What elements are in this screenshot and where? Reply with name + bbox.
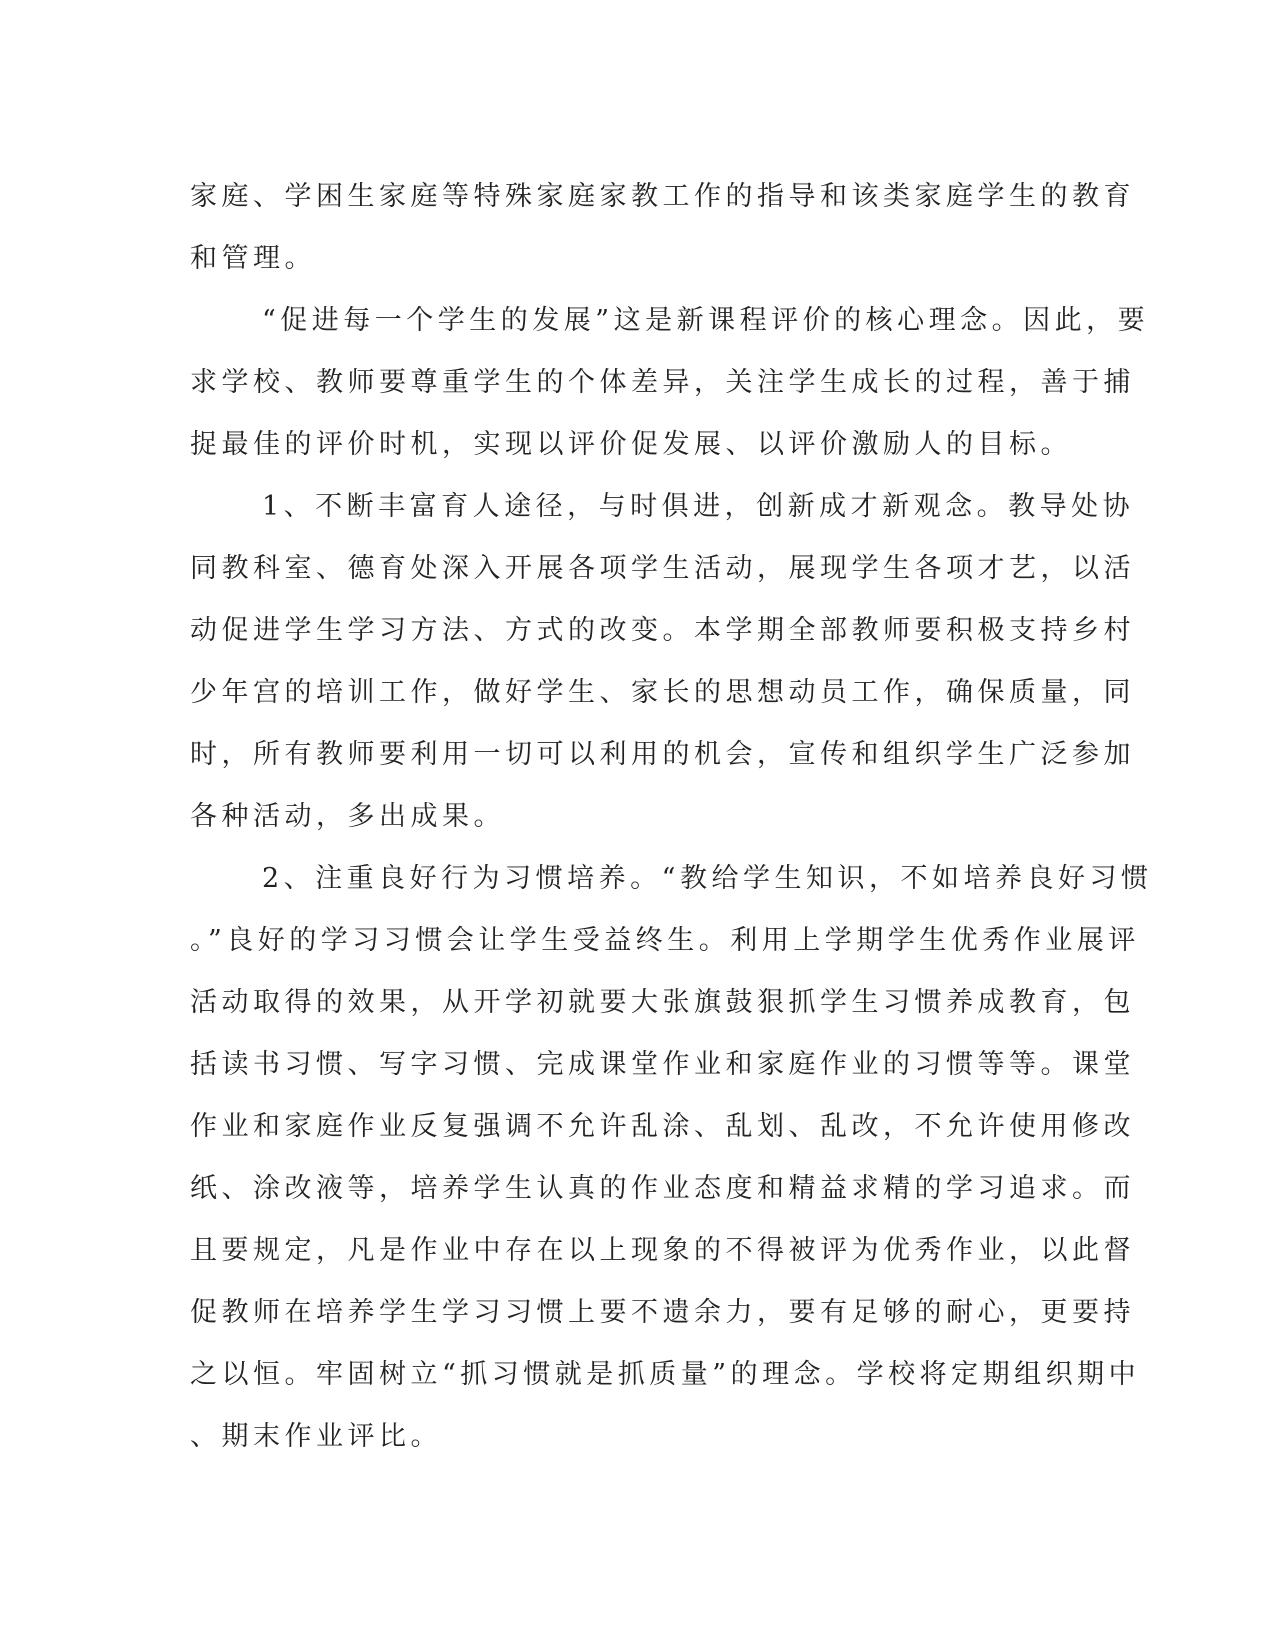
text-line: 时，所有教师要利用一切可以利用的机会，宣传和组织学生广泛参加 xyxy=(190,739,1135,770)
body-text xyxy=(190,166,1153,1468)
text-line: “促进每一个学生的发展”这是新课程评价的核心理念。因此，要 xyxy=(262,305,1150,336)
text-line: 同教科室、德育处深入开展各项学生活动，展现学生各项才艺，以活 xyxy=(190,553,1135,584)
text-line: 2、注重良好行为习惯培养。“教给学生知识，不如培养良好习惯 xyxy=(262,863,1153,894)
text-line: 作业和家庭作业反复强调不允许乱涂、乱划、乱改，不允许使用修改 xyxy=(190,1111,1135,1142)
text-line: 动促进学生学习方法、方式的改变。本学期全部教师要积极支持乡村 xyxy=(190,615,1135,646)
text-line: 、期末作业评比。 xyxy=(190,1421,442,1452)
text-line: 1、不断丰富育人途径，与时俱进，创新成才新观念。教导处协 xyxy=(262,491,1135,522)
text-line: 捉最佳的评价时机，实现以评价促发展、以评价激励人的目标。 xyxy=(190,429,1072,460)
text-line: 之以恒。牢固树立“抓习惯就是抓质量”的理念。学校将定期组织期中 xyxy=(190,1359,1141,1390)
text-line: 且要规定，凡是作业中存在以上现象的不得被评为优秀作业，以此督 xyxy=(190,1235,1135,1266)
text-line: 各种活动，多出成果。 xyxy=(190,801,505,832)
text-line: 促教师在培养学生学习习惯上要不遗余力，要有足够的耐心，更要持 xyxy=(190,1297,1135,1328)
text-line: 活动取得的效果，从开学初就要大张旗鼓狠抓学生习惯养成教育，包 xyxy=(190,987,1135,1018)
text-line: 。”良好的学习习惯会让学生受益终生。利用上学期学生优秀作业展评 xyxy=(190,925,1140,956)
text-line: 少年宫的培训工作，做好学生、家长的思想动员工作，确保质量，同 xyxy=(190,677,1135,708)
text-line: 和管理。 xyxy=(190,243,316,274)
text-line: 求学校、教师要尊重学生的个体差异，关注学生成长的过程，善于捕 xyxy=(190,367,1135,398)
text-line: 纸、涂改液等，培养学生认真的作业态度和精益求精的学习追求。而 xyxy=(190,1173,1135,1204)
text-line: 家庭、学困生家庭等特殊家庭家教工作的指导和该类家庭学生的教育 xyxy=(190,181,1135,212)
text-line: 括读书习惯、写字习惯、完成课堂作业和家庭作业的习惯等等。课堂 xyxy=(190,1049,1135,1080)
